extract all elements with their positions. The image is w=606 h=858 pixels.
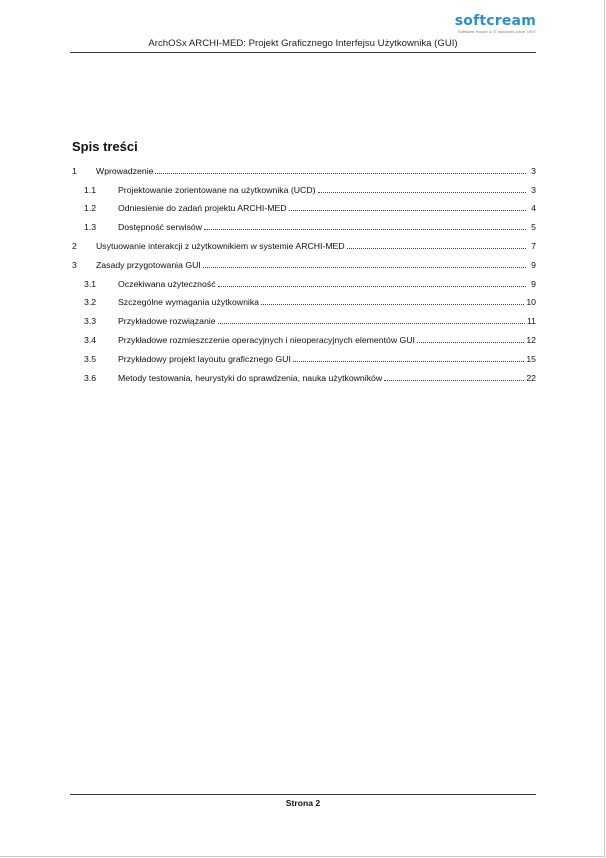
toc-dot-leader — [347, 248, 526, 249]
toc-entry-number: 3.3 — [84, 316, 97, 327]
toc-heading: Spis treści — [72, 139, 138, 154]
toc-entry-number: 3.1 — [84, 278, 97, 289]
toc-entry[interactable] — [72, 270, 536, 289]
toc-entry-title[interactable]: Oczekiwana użyteczność — [118, 278, 216, 289]
toc-entry[interactable] — [72, 345, 536, 364]
toc-entry-page[interactable]: 22 — [526, 372, 536, 383]
toc-entry-number: 3.2 — [84, 297, 97, 308]
toc-entry[interactable] — [72, 195, 536, 214]
toc-dot-leader — [204, 229, 526, 230]
toc-entry-number: 1.3 — [84, 222, 97, 233]
toc-entry-page[interactable]: 10 — [526, 297, 536, 308]
toc-entry-title[interactable]: Przykładowe rozwiązanie — [118, 316, 216, 327]
toc-entry-title[interactable]: Dostępność serwisów — [118, 222, 203, 233]
document-title: ArchOSx ARCHI-MED: Projekt Graficznego Interfejsu Użytkownika (GUI) — [148, 38, 458, 49]
toc-entry-number: 1.1 — [84, 184, 97, 195]
toc-entry[interactable] — [72, 326, 536, 345]
toc-dot-leader — [384, 380, 524, 381]
toc-entry-number: 2 — [72, 240, 77, 251]
toc-entry-page[interactable]: 3 — [531, 184, 536, 195]
toc-entry-number: 3.6 — [84, 372, 97, 383]
toc-entry-page[interactable]: 15 — [526, 353, 536, 364]
toc-entry-page[interactable]: 5 — [531, 222, 536, 233]
toc-entry-title[interactable]: Szczególne wymagania użytkownika — [118, 297, 260, 308]
table-of-contents — [72, 157, 536, 383]
toc-entry[interactable] — [72, 364, 536, 383]
toc-entry-page[interactable]: 12 — [526, 334, 536, 345]
toc-entry-number: 3.4 — [84, 334, 97, 345]
toc-entry[interactable] — [72, 232, 536, 251]
toc-entry-page[interactable]: 3 — [531, 165, 536, 176]
toc-entry-title[interactable]: Usytuowanie interakcji z użytkownikiem w systemie ARCHI-MED — [96, 240, 345, 251]
toc-entry-title[interactable]: Wprowadzenie — [96, 165, 154, 176]
toc-dot-leader — [155, 173, 526, 174]
toc-dot-leader — [261, 304, 524, 305]
toc-entry-title[interactable]: Projektowanie zorientowane na użytkownika (UCD) — [118, 184, 316, 195]
logo-tagline: Software House & IT solutions since 1997 — [457, 29, 536, 34]
toc-dot-leader — [218, 323, 525, 324]
footer-divider — [70, 794, 536, 795]
toc-entry[interactable] — [72, 307, 536, 326]
toc-entry[interactable] — [72, 289, 536, 308]
toc-entry[interactable] — [72, 176, 536, 195]
header-divider — [70, 52, 536, 53]
toc-entry-title[interactable]: Przykładowe rozmieszczenie operacyjnych i nieoperacyjnych elementów GUI — [118, 334, 415, 345]
toc-entry-page[interactable]: 9 — [531, 278, 536, 289]
page-number: Strona 2 — [285, 798, 321, 808]
toc-dot-leader — [417, 342, 524, 343]
toc-dot-leader — [318, 192, 527, 193]
toc-entry[interactable] — [72, 251, 536, 270]
toc-entry[interactable] — [72, 157, 536, 176]
toc-dot-leader — [218, 286, 526, 287]
toc-dot-leader — [203, 267, 526, 268]
toc-entry-title[interactable]: Metody testowania, heurystyki do sprawdzenia, nauka użytkowników — [118, 372, 383, 383]
toc-entry-page[interactable]: 4 — [531, 203, 536, 214]
toc-entry-page[interactable]: 11 — [526, 316, 536, 327]
toc-entry-number: 3.5 — [84, 353, 97, 364]
toc-entry-number: 1 — [72, 165, 77, 176]
toc-entry[interactable] — [72, 213, 536, 232]
toc-entry-page[interactable]: 9 — [531, 259, 536, 270]
toc-dot-leader — [289, 210, 526, 211]
toc-dot-leader — [293, 361, 524, 362]
toc-entry-title[interactable]: Zasady przygotowania GUI — [96, 259, 201, 270]
softcream-logo — [455, 14, 536, 34]
toc-entry-number: 1.2 — [84, 203, 97, 214]
toc-entry-number: 3 — [72, 259, 77, 270]
toc-entry-title[interactable]: Przykładowy projekt layoutu graficznego GUI — [118, 353, 291, 364]
logo-wordmark: softcream — [454, 13, 536, 29]
toc-entry-title[interactable]: Odniesienie do zadań projektu ARCHI-MED — [118, 203, 287, 214]
toc-entry-page[interactable]: 7 — [531, 240, 536, 251]
